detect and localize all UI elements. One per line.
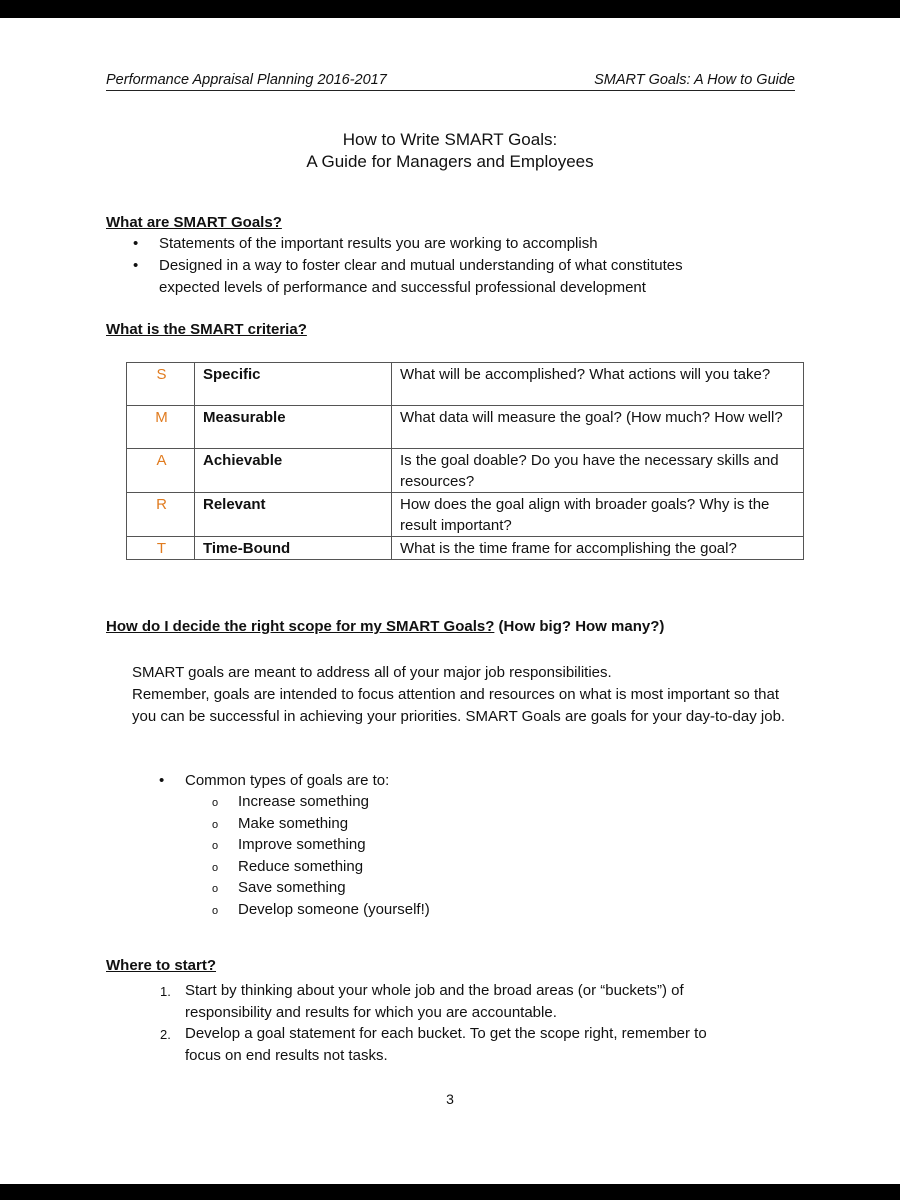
header-left-text: Performance Appraisal Planning 2016-2017 [106, 72, 387, 88]
bottom-black-bar [0, 1184, 900, 1200]
list-item: Develop someone (yourself!) [238, 901, 430, 918]
circle-bullet-icon: o [212, 883, 219, 895]
section-heading-where-to-start: Where to start? [106, 957, 217, 974]
smart-criteria-table [126, 362, 804, 560]
title-line-2: A Guide for Managers and Employees [306, 152, 594, 171]
criteria-description: Is the goal doable? Do you have the necessary skills and resources? [392, 449, 804, 493]
section-heading-scope [106, 617, 664, 637]
circle-bullet-icon: o [212, 840, 219, 852]
list-item-continued: expected levels of performance and successful professional development [159, 279, 646, 296]
list-item: Increase something [238, 793, 369, 810]
top-black-bar [0, 0, 900, 18]
criteria-term: Measurable [195, 406, 392, 449]
document-title [0, 129, 900, 173]
criteria-letter: A [127, 449, 195, 493]
criteria-description: What data will measure the goal? (How much? How well? [392, 406, 804, 449]
bullet-icon: • [159, 772, 165, 789]
criteria-term: Time-Bound [195, 537, 392, 560]
page-header [106, 70, 795, 91]
section-heading-what-are-smart-goals: What are SMART Goals? [106, 214, 282, 231]
table-row [127, 537, 804, 560]
bullet-icon: • [133, 235, 139, 252]
list-item: Statements of the important results you are working to accomplish [159, 235, 598, 252]
criteria-term: Relevant [195, 493, 392, 537]
criteria-letter: R [127, 493, 195, 537]
step-number: 1. [160, 984, 171, 999]
table-row [127, 406, 804, 449]
title-line-1: How to Write SMART Goals: [342, 130, 558, 149]
criteria-description: How does the goal align with broader goals? Why is the result important? [392, 493, 804, 537]
table-row [127, 363, 804, 406]
table-row [127, 449, 804, 493]
step-text: Develop a goal statement for each bucket. To get the scope right, remember to [185, 1025, 707, 1042]
criteria-letter: S [127, 363, 195, 406]
criteria-description: What is the time frame for accomplishing the goal? [392, 537, 804, 560]
step-text-continued: focus on end results not tasks. [185, 1047, 388, 1064]
criteria-letter: T [127, 537, 195, 560]
list-item: Reduce something [238, 858, 364, 875]
list-item: Save something [238, 879, 346, 896]
criteria-letter: M [127, 406, 195, 449]
list-item: Designed in a way to foster clear and mutual understanding of what constitutes [159, 257, 683, 274]
step-text-continued: responsibility and results for which you are accountable. [185, 1004, 557, 1021]
header-right-text: SMART Goals: A How to Guide [594, 72, 795, 88]
list-item: Improve something [238, 836, 366, 853]
circle-bullet-icon: o [212, 819, 219, 831]
table-row [127, 493, 804, 537]
scope-heading-rest: (How big? How many?) [494, 618, 665, 635]
step-text: Start by thinking about your whole job and the broad areas (or “buckets”) of [185, 982, 684, 999]
circle-bullet-icon: o [212, 862, 219, 874]
scope-heading-underlined: How do I decide the right scope for my SMART Goals? [106, 618, 495, 635]
circle-bullet-icon: o [212, 797, 219, 809]
section-heading-smart-criteria: What is the SMART criteria? [106, 321, 307, 338]
criteria-term: Specific [195, 363, 392, 406]
goal-types-intro: Common types of goals are to: [185, 772, 390, 789]
scope-paragraph-1: SMART goals are meant to address all of your major job responsibilities. [132, 664, 612, 681]
scope-paragraph-2: Remember, goals are intended to focus attention and resources on what is most important so that you can be successful in achieving your priorities. SMART Goals are goals for your day-to-day job. [132, 686, 786, 725]
criteria-description: What will be accomplished? What actions will you take? [392, 363, 804, 406]
page-number: 3 [446, 1091, 454, 1107]
circle-bullet-icon: o [212, 905, 219, 917]
step-number: 2. [160, 1027, 171, 1042]
list-item: Make something [238, 815, 349, 832]
bullet-icon: • [133, 257, 139, 274]
criteria-term: Achievable [195, 449, 392, 493]
